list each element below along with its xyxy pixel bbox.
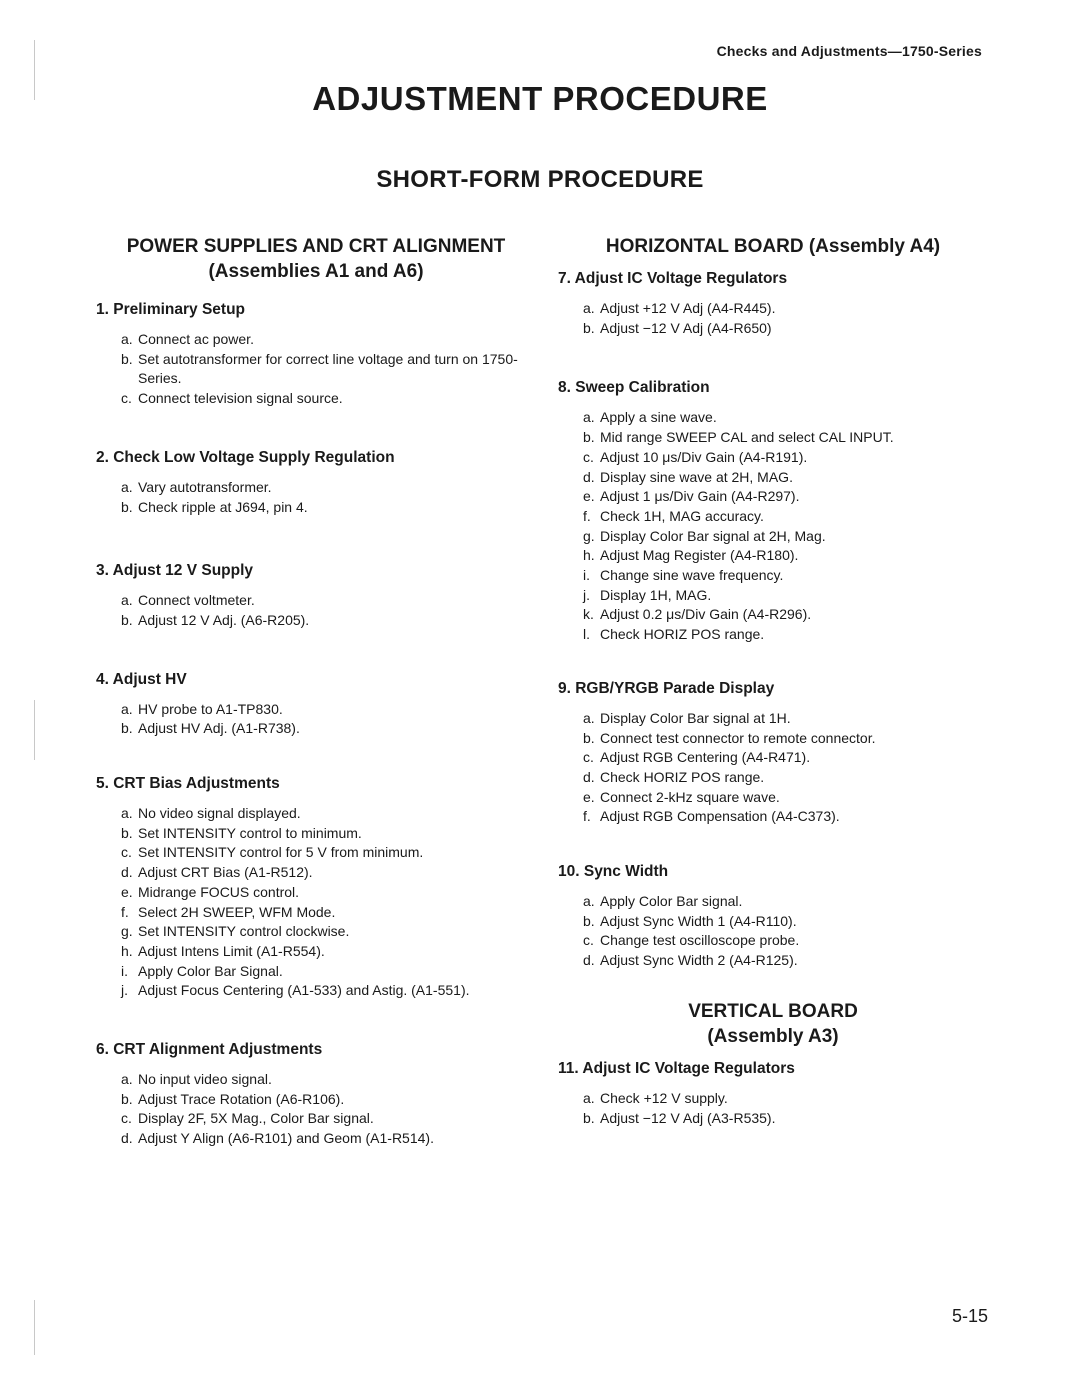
step-item [583,448,988,468]
step-item [121,981,536,1001]
step-item-text: Adjust Trace Rotation (A6-R106). [138,1090,345,1107]
step-title: 6. CRT Alignment Adjustments [96,1041,323,1059]
step-item-letter: i. [121,962,128,979]
page-number: 5-15 [951,1306,988,1326]
step-item-text: Check HORIZ POS range. [600,768,765,785]
step-item-text: Connect ac power. [138,331,254,347]
step-item-text: Adjust 12 V Adj. (A6-R205). [138,611,310,628]
step-item-text: Adjust Sync Width 1 (A4-R110). [600,912,797,929]
step-item-text: Check ripple at J694, pin 4. [138,498,308,515]
step-item-letter: d. [583,468,595,485]
step-item-letter: i. [583,567,590,584]
step-item-text: Set INTENSITY control for 5 V from minimum. [138,844,424,861]
step-items [558,709,988,827]
step-item-letter: e. [583,488,595,505]
step-title: 5. CRT Bias Adjustments [96,775,280,793]
step-item [121,350,536,389]
step-item [121,1090,536,1110]
step-item [583,931,988,951]
step-item [583,319,988,339]
step-item-text: Adjust 0.2 μs/Div Gain (A4-R296). [600,606,812,623]
step-item-text: Adjust HV Adj. (A1-R738). [138,720,300,737]
step-item-letter: b. [583,729,595,746]
step-item-letter: a. [121,700,133,717]
step-item [121,478,536,498]
step-items [96,700,536,739]
step-item-letter: c. [583,932,594,949]
step-item-text: Adjust +12 V Adj (A4-R445). [600,300,776,316]
section-heading-power-supplies: POWER SUPPLIES AND CRT ALIGNMENT [126,236,506,257]
step-item [583,527,988,547]
step-item [121,719,536,739]
step-item [583,605,988,625]
step-item-text: Apply a sine wave. [600,409,717,426]
step-item [583,487,988,507]
procedure-step [558,269,988,338]
step-item-letter: b. [121,350,133,367]
step-item-text: Connect 2-kHz square wave. [600,788,780,805]
margin-mark [34,1300,35,1355]
step-item [121,389,536,409]
step-item-letter: b. [583,1109,595,1126]
step-title: 11. Adjust IC Voltage Regulators [558,1059,795,1077]
horizontal-steps [558,269,988,971]
step-item-text: Apply Color Bar signal. [600,893,743,910]
step-item-text: Connect test connector to remote connector. [600,729,876,746]
section-heading-power-assemblies: (Assemblies A1 and A6) [208,261,424,282]
step-item-text: Check HORIZ POS range. [600,626,765,643]
step-item-letter: a. [583,1089,595,1106]
step-item-letter: h. [121,942,133,959]
step-item [583,408,988,428]
step-item [583,299,988,319]
step-item-text: Display sine wave at 2H, MAG. [600,468,793,485]
step-item-letter: c. [583,448,594,465]
step-item-text: Adjust Intens Limit (A1-R554). [138,942,325,959]
step-item [583,1089,988,1109]
procedure-step [558,862,988,971]
step-item [121,903,536,923]
step-item [583,729,988,749]
step-title: 1. Preliminary Setup [96,301,246,318]
step-item-letter: b. [583,429,595,446]
step-item-letter: c. [121,1110,132,1127]
step-item-letter: c. [583,749,594,766]
step-item-text: Connect television signal source. [138,390,343,407]
step-item-letter: a. [121,1071,133,1088]
step-item [121,591,536,611]
step-item-text: Display 2F, 5X Mag., Color Bar signal. [138,1110,374,1127]
step-item [583,468,988,488]
step-item [121,330,536,350]
step-item [121,804,536,824]
step-item-text: Set INTENSITY control clockwise. [138,923,350,940]
step-item-text: Adjust RGB Centering (A4-R471). [600,749,811,766]
step-items [96,330,536,409]
step-item-letter: k. [583,606,594,623]
step-item [121,922,536,942]
step-item-text: Adjust CRT Bias (A1-R512). [138,864,313,881]
step-item-letter: a. [583,300,595,316]
page-subtitle: SHORT-FORM PROCEDURE [376,166,704,193]
step-item-text: Set INTENSITY control to minimum. [138,824,362,841]
step-item-letter: a. [583,409,595,426]
procedure-step [96,448,536,517]
step-items [96,1070,536,1149]
step-item-text: Apply Color Bar Signal. [138,962,283,979]
section-heading-horizontal-board: HORIZONTAL BOARD (Assembly A4) [605,236,941,257]
step-item [583,748,988,768]
step-item-text: HV probe to A1-TP830. [138,700,283,717]
step-item [121,863,536,883]
step-item [121,611,536,631]
step-item-letter: d. [121,1130,133,1147]
left-column [96,234,536,1149]
step-item [583,709,988,729]
step-item [583,566,988,586]
step-title: 8. Sweep Calibration [558,379,710,397]
step-item-letter: c. [121,390,132,407]
step-item [583,586,988,606]
step-item-letter: b. [121,720,133,737]
step-item [121,824,536,844]
step-item-letter: b. [121,611,133,628]
step-item [121,498,536,518]
step-item-text: Display 1H, MAG. [600,586,712,603]
procedure-step [96,300,536,409]
step-title: 4. Adjust HV [96,670,187,688]
step-item-text: Adjust Y Align (A6-R101) and Geom (A1-R514). [138,1130,434,1147]
step-item [121,700,536,720]
step-item-text: Vary autotransformer. [138,478,272,495]
step-item-letter: l. [583,626,590,643]
step-item [583,807,988,827]
procedure-step [96,561,536,630]
step-item-letter: g. [121,923,133,940]
step-item-text: Connect voltmeter. [138,592,255,609]
right-column [558,234,988,1128]
step-item [583,428,988,448]
step-item-letter: j. [583,586,590,603]
step-item-text: Adjust −12 V Adj (A3-R535). [600,1109,776,1126]
step-item-letter: f. [121,903,129,920]
step-item-letter: d. [121,864,133,881]
step-item-text: Change test oscilloscope probe. [600,932,800,949]
step-item-text: Adjust 10 μs/Div Gain (A4-R191). [600,448,808,465]
step-item-text: Display Color Bar signal at 1H. [600,709,791,726]
step-item-text: Adjust Mag Register (A4-R180). [600,547,799,564]
step-item-letter: d. [583,768,595,785]
step-item-letter: b. [121,1090,133,1107]
procedure-step [558,1059,988,1128]
step-item-letter: f. [583,808,591,825]
step-item-text: Select 2H SWEEP, WFM Mode. [138,903,336,920]
step-item-text: Display Color Bar signal at 2H, Mag. [600,527,826,544]
step-item [583,892,988,912]
step-item-letter: a. [121,592,133,609]
step-item [583,912,988,932]
step-items [96,591,536,630]
step-item [121,1129,536,1149]
step-item-letter: a. [583,709,595,726]
step-title: 9. RGB/YRGB Parade Display [558,679,775,697]
procedure-step [96,670,536,739]
step-item [121,843,536,863]
vertical-steps [558,1059,988,1128]
step-item [583,951,988,971]
step-item [121,1070,536,1090]
step-items [96,478,536,517]
step-item [121,962,536,982]
step-item-letter: a. [121,478,133,495]
procedure-step [558,679,988,827]
step-item-text: No input video signal. [138,1071,272,1088]
step-items [558,1089,988,1128]
step-item-letter: a. [583,893,595,910]
step-item-text: No video signal displayed. [138,805,301,822]
step-item [583,788,988,808]
step-item-letter: e. [121,883,133,900]
step-item [583,768,988,788]
section-heading-vertical-board: VERTICAL BOARD [688,1000,858,1022]
step-item-text: Change sine wave frequency. [600,567,784,584]
step-item-letter: b. [121,498,133,515]
step-item [583,507,988,527]
step-item-letter: b. [583,319,595,336]
procedure-step [96,1040,536,1149]
procedure-step [558,378,988,644]
step-item-letter: d. [583,952,595,969]
step-item-letter: h. [583,547,595,564]
step-item-letter: a. [121,331,133,347]
step-item-letter: c. [121,844,132,861]
step-item-text: Check 1H, MAG accuracy. [600,507,764,524]
step-item-text: Adjust RGB Compensation (A4-C373). [600,808,840,825]
step-item-text: Midrange FOCUS control. [138,883,300,900]
step-item [121,942,536,962]
step-items [558,299,988,338]
step-item [583,1109,988,1129]
step-item-text: Adjust 1 μs/Div Gain (A4-R297). [600,488,800,505]
step-item-text: Mid range SWEEP CAL and select CAL INPUT. [600,429,894,446]
margin-mark [34,700,35,760]
step-item-text: Check +12 V supply. [600,1089,728,1106]
running-head: Checks and Adjustments—1750-Series [716,43,982,59]
step-item [121,1109,536,1129]
step-title: 7. Adjust IC Voltage Regulators [558,270,788,287]
margin-mark [34,40,35,100]
step-item-letter: j. [121,982,128,999]
step-title: 10. Sync Width [558,863,669,881]
step-item [583,625,988,645]
step-item-text: Set autotransformer for correct line voltage and turn on 1750-Series. [138,350,518,387]
step-item-letter: a. [121,805,133,822]
section-heading-vertical-assembly: (Assembly A3) [707,1025,839,1047]
step-item-letter: b. [583,912,595,929]
step-items [558,408,988,644]
step-item-text: Adjust Sync Width 2 (A4-R125). [600,952,798,969]
step-item-text: Adjust Focus Centering (A1-533) and Astig. (A1-551). [138,982,470,999]
step-item-letter: e. [583,788,595,805]
procedure-step [96,774,536,1001]
step-items [558,892,988,971]
step-title: 3. Adjust 12 V Supply [96,562,254,580]
step-item-letter: g. [583,527,595,544]
step-item-text: Adjust −12 V Adj (A4-R650) [600,319,772,336]
step-item-letter: b. [121,824,133,841]
step-items [96,804,536,1001]
left-steps [96,300,536,1149]
page-title: ADJUSTMENT PROCEDURE [312,80,768,117]
step-item [121,883,536,903]
step-item [583,546,988,566]
step-item-letter: f. [583,507,591,524]
step-title: 2. Check Low Voltage Supply Regulation [96,448,395,466]
